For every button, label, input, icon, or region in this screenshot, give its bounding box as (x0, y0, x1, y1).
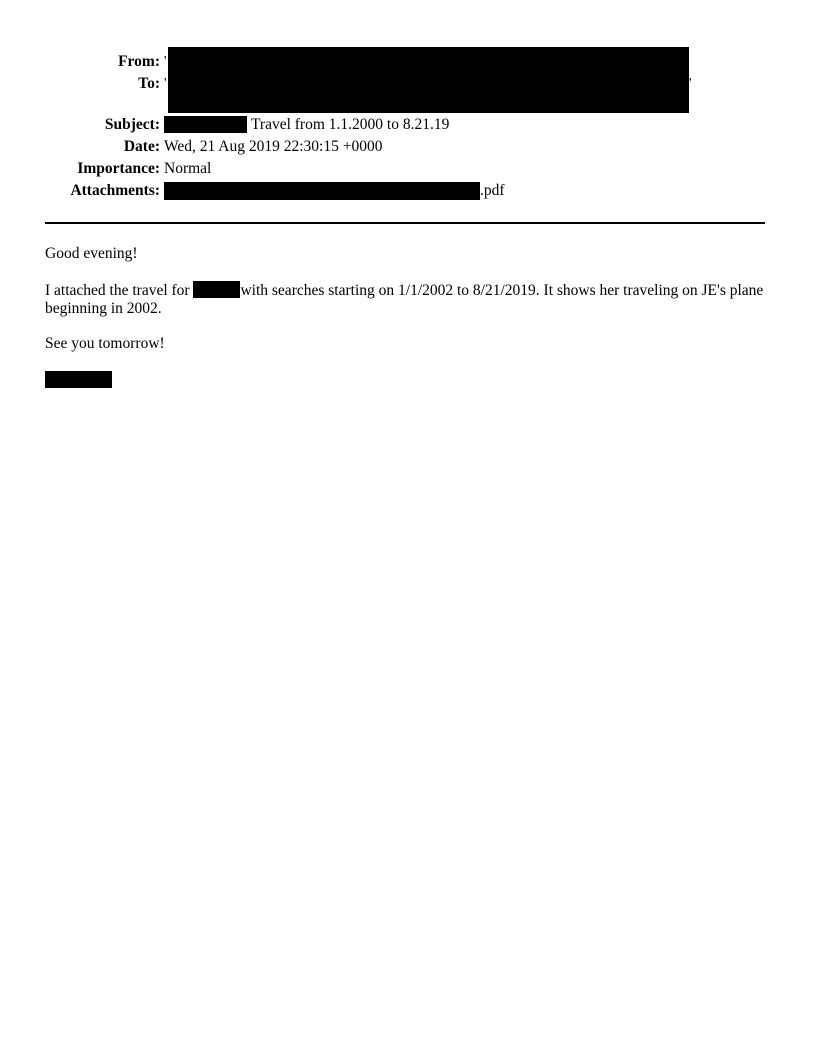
attachment-extension[interactable]: .pdf (480, 182, 505, 199)
greeting: Good evening! (45, 245, 138, 262)
to-label: To: (138, 75, 160, 92)
from-label: From: (118, 53, 160, 70)
redacted-signature (45, 371, 112, 388)
attachments-row (0, 181, 816, 201)
header-divider (45, 222, 765, 224)
importance-value: Normal (164, 160, 212, 177)
date-value: Wed, 21 Aug 2019 22:30:15 +0000 (164, 138, 383, 155)
redacted-from-to-block (168, 47, 689, 113)
date-row (0, 137, 816, 157)
closing-line: See you tomorrow! (45, 335, 165, 352)
paragraph-rest: with searches starting on 1/1/2002 to 8/21/2019. It shows her traveling on JE's plane beginning in 2002. (45, 282, 764, 317)
subject-row (0, 115, 816, 135)
redacted-attachment-name (164, 182, 480, 200)
paragraph-start: I attached the travel for (45, 282, 190, 299)
subject-label: Subject: (104, 116, 160, 133)
from-quote-mark: ' (164, 54, 167, 69)
to-quote-mark: ' (164, 76, 167, 91)
subject-text: Travel from 1.1.2000 to 8.21.19 (251, 116, 450, 133)
body-paragraph (45, 281, 765, 318)
to-end-quote-mark: ' (689, 76, 692, 91)
redacted-subject-name (164, 116, 247, 133)
attachments-label: Attachments: (70, 182, 160, 199)
date-label: Date: (123, 138, 160, 155)
importance-label: Importance: (77, 160, 160, 177)
redacted-person-name (193, 281, 240, 298)
importance-row (0, 159, 816, 179)
